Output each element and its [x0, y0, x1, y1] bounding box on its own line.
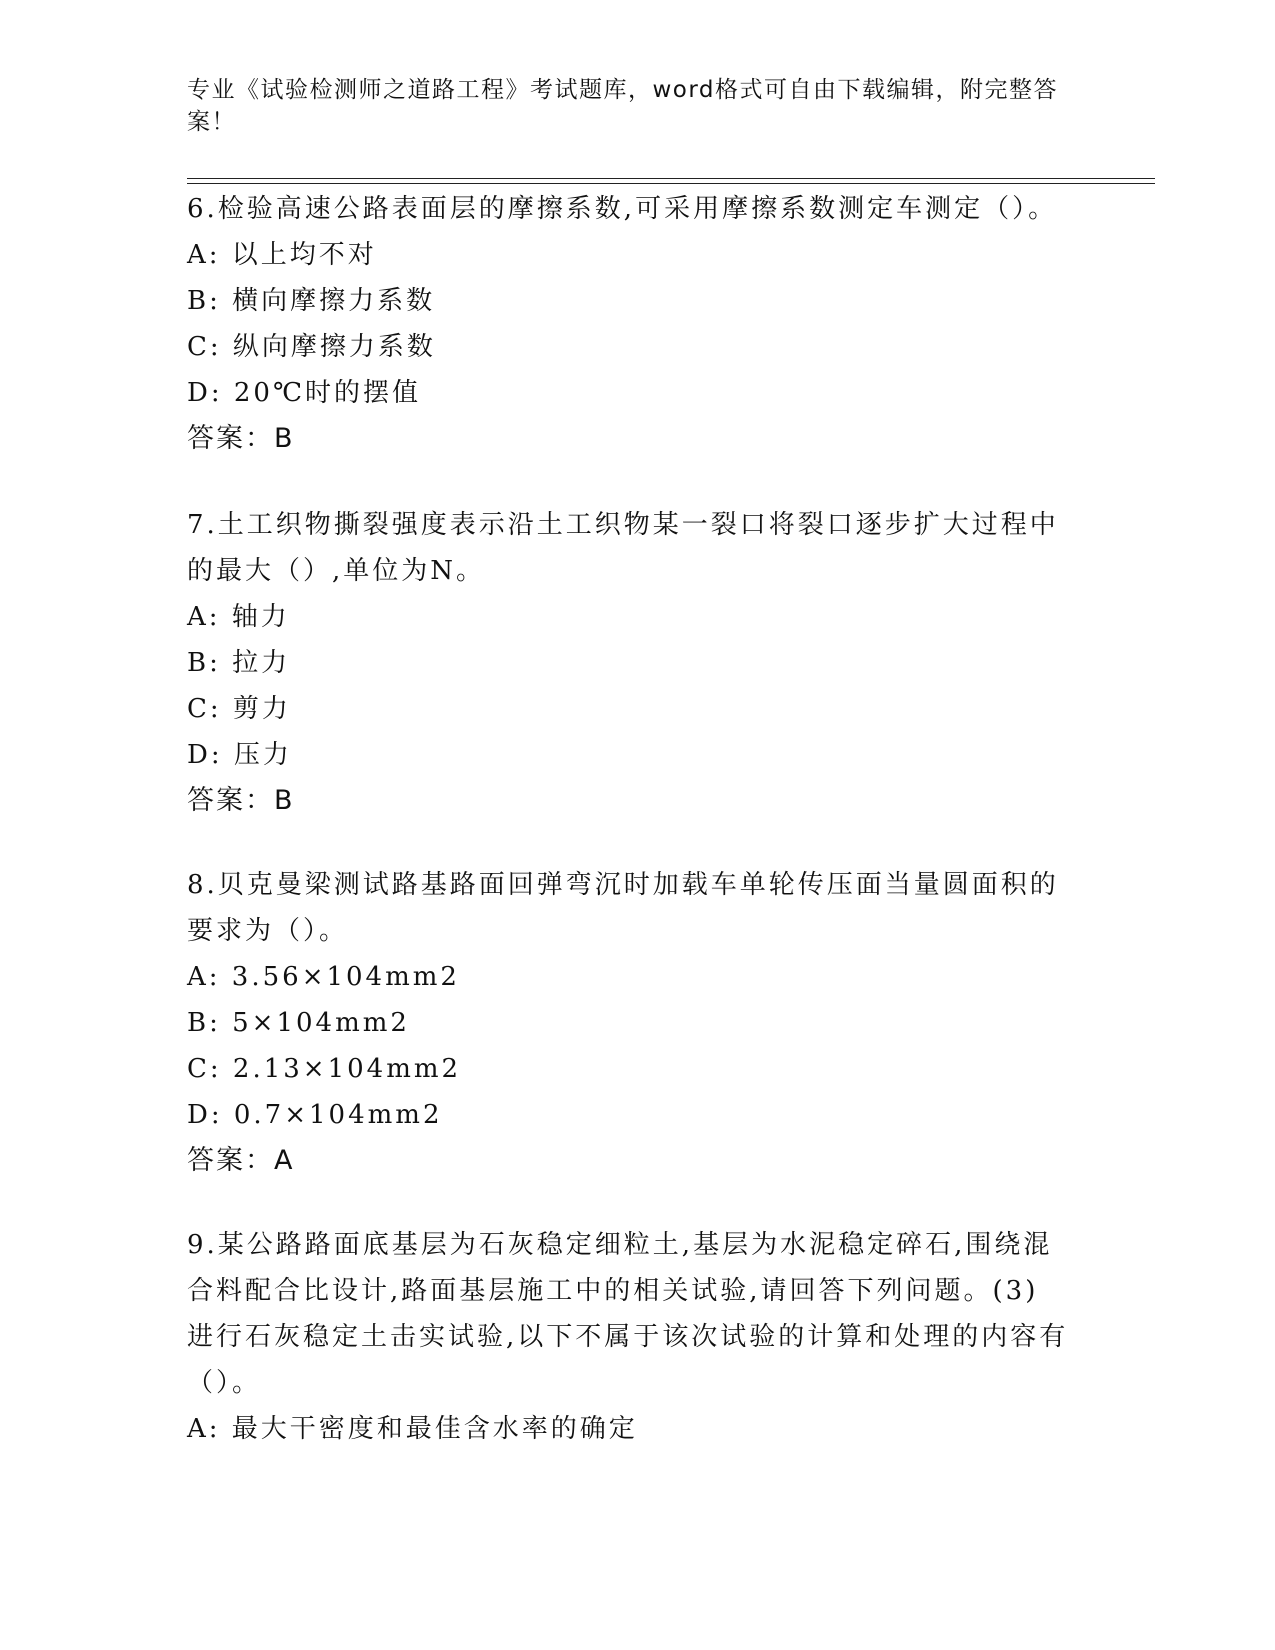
question-text-line-2: 合料配合比设计,路面基层施工中的相关试验,请回答下列问题。(3) [187, 1276, 1039, 1306]
option-b: B: 拉力 [187, 648, 291, 678]
option-c: C: 剪力 [187, 694, 291, 724]
header-line-1: 专业《试验检测师之道路工程》考试题库，word格式可自由下载编辑，附完整答 [187, 77, 1059, 103]
option-b: B: 横向摩擦力系数 [187, 286, 436, 316]
document-header [187, 74, 1067, 138]
option-a: A: 3.56×104mm2 [187, 962, 460, 992]
option-c: C: 纵向摩擦力系数 [187, 332, 436, 362]
answer-label: 答案：A [187, 1145, 295, 1176]
option-b: B: 5×104mm2 [187, 1008, 410, 1038]
question-6 [187, 186, 1087, 462]
option-c: C: 2.13×104mm2 [187, 1054, 462, 1084]
option-d: D: 压力 [187, 740, 292, 770]
question-text: 6.检验高速公路表面层的摩擦系数,可采用摩擦系数测定车测定（）。 [187, 194, 1058, 224]
question-text-line-1: 8.贝克曼梁测试路基路面回弹弯沉时加载车单轮传压面当量圆面积的 [187, 870, 1059, 900]
header-divider-bottom [187, 183, 1155, 184]
question-text-line-3: 进行石灰稳定土击实试验,以下不属于该次试验的计算和处理的内容有 [187, 1322, 1069, 1352]
question-text-line-1: 7.土工织物撕裂强度表示沿土工织物某一裂口将裂口逐步扩大过程中 [187, 510, 1059, 540]
answer-label: 答案：B [187, 785, 295, 816]
question-7 [187, 502, 1087, 824]
header-divider-top [187, 178, 1155, 179]
question-text-line-2: 的最大（）,单位为N。 [187, 556, 486, 586]
option-d: D: 0.7×104mm2 [187, 1100, 443, 1130]
answer-label: 答案：B [187, 423, 295, 454]
question-text-line-1: 9.某公路路面底基层为石灰稳定细粒土,基层为水泥稳定碎石,围绕混 [187, 1230, 1053, 1260]
question-text-line-2: 要求为（）。 [187, 916, 349, 946]
option-a: A: 轴力 [187, 602, 290, 632]
header-line-2: 案！ [187, 109, 236, 135]
question-text-line-4: （）。 [187, 1368, 262, 1398]
option-a: A: 最大干密度和最佳含水率的确定 [187, 1414, 638, 1444]
question-9 [187, 1222, 1087, 1452]
option-d: D: 20℃时的摆值 [187, 378, 422, 408]
question-8 [187, 862, 1087, 1184]
option-a: A: 以上均不对 [187, 240, 377, 270]
